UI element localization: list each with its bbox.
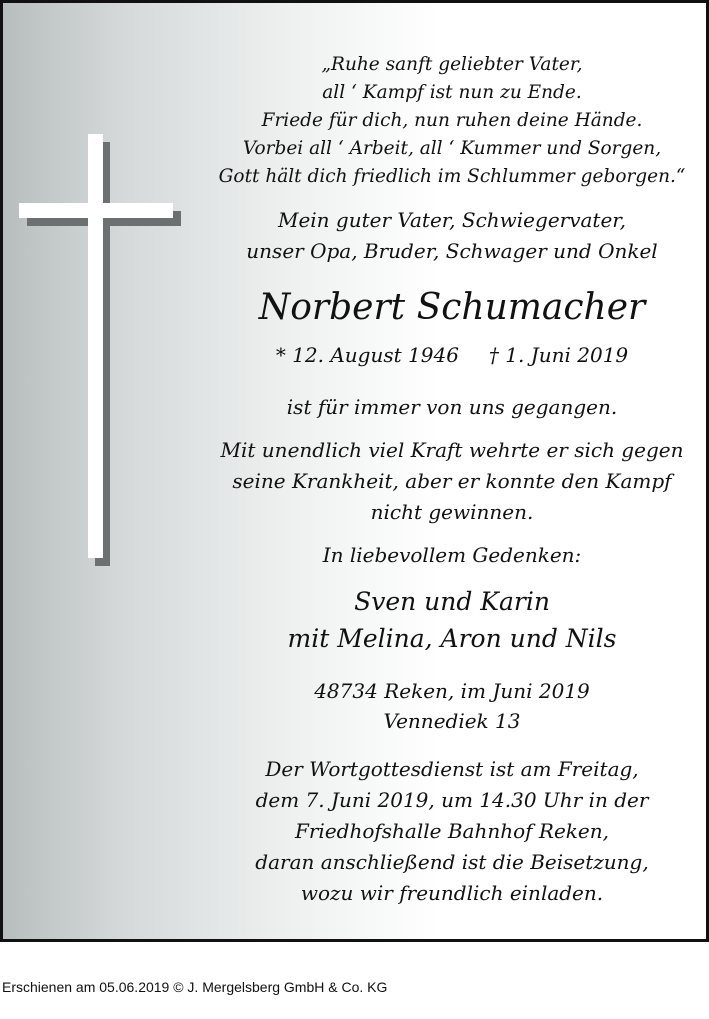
service-line: daran anschließend ist die Beisetzung, [255, 850, 649, 874]
illness-line: Mit unendlich viel Kraft wehrte er sich gegen [220, 438, 684, 462]
service-line: Der Wortgottesdienst ist am Freitag, [265, 757, 639, 781]
service-info [213, 754, 691, 909]
birth-date: * 12. August 1946 [275, 343, 459, 367]
poem-line: Vorbei all ‘ Arbeit, all ‘ Kummer und Sorgen, [242, 138, 662, 159]
service-line: dem 7. Juni 2019, um 14.30 Uhr in der [255, 788, 649, 812]
illness-line: seine Krankheit, aber er konnte den Kampf [232, 469, 672, 493]
poem-line: Friede für dich, nun ruhen deine Hände. [261, 110, 643, 131]
poem-line: „Ruhe sanft geliebter Vater, [321, 54, 583, 75]
poem-line: Gott hält dich friedlich im Schlummer geborgen.“ [218, 166, 686, 187]
intro-line: Mein guter Vater, Schwiegervater, [277, 208, 627, 232]
service-line: Friedhofshalle Bahnhof Reken, [294, 819, 609, 843]
poem [213, 51, 691, 191]
cross-icon-horizontal-beam [19, 203, 173, 218]
service-line: wozu wir freundlich einladen. [300, 881, 604, 905]
intro-line: unser Opa, Bruder, Schwager und Onkel [246, 239, 658, 263]
illness-text [213, 435, 691, 528]
poem-line: all ‘ Kampf ist nun zu Ende. [322, 82, 582, 103]
relation-intro [213, 205, 691, 267]
cross-icon-vertical-beam [88, 134, 103, 558]
publication-footer: Erschienen am 05.06.2019 © J. Mergelsberg GmbH & Co. KG [2, 979, 388, 995]
deceased-name: Norbert Schumacher [258, 287, 646, 328]
mourner-line: Sven und Karin [354, 587, 550, 616]
mourners [213, 583, 691, 657]
memory-heading: In liebevollem Gedenken: [322, 543, 582, 567]
mourner-line: mit Melina, Aron und Nils [287, 624, 617, 653]
illness-line: nicht gewinnen. [370, 500, 534, 524]
passed-away-text: ist für immer von uns gegangen. [286, 395, 618, 419]
address-line: 48734 Reken, im Juni 2019 [314, 679, 590, 703]
address [213, 676, 691, 736]
address-line: Vennediek 13 [383, 709, 521, 733]
death-date: † 1. Juni 2019 [488, 343, 629, 367]
life-dates [213, 340, 691, 370]
